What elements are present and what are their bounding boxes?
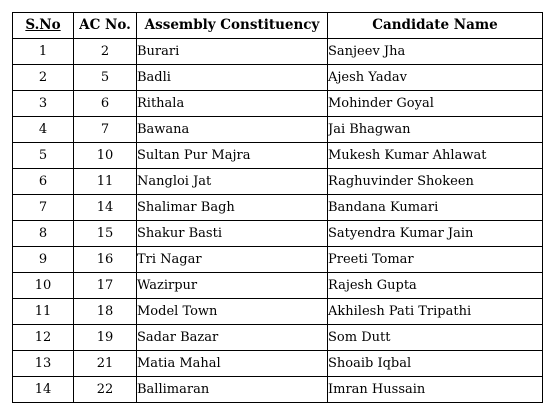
cell-ac-no: 17	[74, 273, 137, 299]
cell-sno: 7	[13, 195, 74, 221]
table-row	[13, 117, 543, 143]
cell-candidate: Shoaib Iqbal	[328, 351, 543, 377]
table-row	[13, 91, 543, 117]
cell-constituency: Badli	[137, 65, 328, 91]
cell-candidate: Akhilesh Pati Tripathi	[328, 299, 543, 325]
cell-candidate: Rajesh Gupta	[328, 273, 543, 299]
cell-ac-no: 16	[74, 247, 137, 273]
cell-ac-no: 18	[74, 299, 137, 325]
cell-ac-no: 6	[74, 91, 137, 117]
cell-constituency: Ballimaran	[137, 377, 328, 403]
table-row	[13, 39, 543, 65]
cell-ac-no: 14	[74, 195, 137, 221]
cell-ac-no: 5	[74, 65, 137, 91]
cell-candidate: Preeti Tomar	[328, 247, 543, 273]
cell-candidate: Ajesh Yadav	[328, 65, 543, 91]
header-ac-no: AC No.	[74, 13, 137, 39]
cell-sno: 9	[13, 247, 74, 273]
cell-constituency: Sadar Bazar	[137, 325, 328, 351]
candidate-table	[12, 12, 543, 403]
cell-sno: 14	[13, 377, 74, 403]
cell-constituency: Sultan Pur Majra	[137, 143, 328, 169]
table-row	[13, 169, 543, 195]
cell-sno: 6	[13, 169, 74, 195]
cell-ac-no: 2	[74, 39, 137, 65]
table-row	[13, 351, 543, 377]
cell-ac-no: 21	[74, 351, 137, 377]
cell-candidate: Raghuvinder Shokeen	[328, 169, 543, 195]
table-row	[13, 247, 543, 273]
cell-candidate: Sanjeev Jha	[328, 39, 543, 65]
cell-ac-no: 7	[74, 117, 137, 143]
table-row	[13, 377, 543, 403]
header-row	[13, 13, 543, 39]
table-row	[13, 65, 543, 91]
cell-ac-no: 10	[74, 143, 137, 169]
cell-candidate: Bandana Kumari	[328, 195, 543, 221]
cell-constituency: Wazirpur	[137, 273, 328, 299]
header-sno: S.No	[13, 13, 74, 39]
header-candidate: Candidate Name	[328, 13, 543, 39]
table-row	[13, 325, 543, 351]
cell-constituency: Rithala	[137, 91, 328, 117]
cell-sno: 5	[13, 143, 74, 169]
cell-sno: 13	[13, 351, 74, 377]
cell-sno: 1	[13, 39, 74, 65]
cell-ac-no: 19	[74, 325, 137, 351]
table-row	[13, 195, 543, 221]
cell-sno: 11	[13, 299, 74, 325]
cell-constituency: Shakur Basti	[137, 221, 328, 247]
table-row	[13, 221, 543, 247]
cell-candidate: Mukesh Kumar Ahlawat	[328, 143, 543, 169]
cell-ac-no: 22	[74, 377, 137, 403]
cell-sno: 10	[13, 273, 74, 299]
table-row	[13, 299, 543, 325]
cell-candidate: Jai Bhagwan	[328, 117, 543, 143]
cell-sno: 3	[13, 91, 74, 117]
cell-sno: 8	[13, 221, 74, 247]
cell-constituency: Nangloi Jat	[137, 169, 328, 195]
cell-constituency: Model Town	[137, 299, 328, 325]
cell-candidate: Som Dutt	[328, 325, 543, 351]
cell-candidate: Imran Hussain	[328, 377, 543, 403]
cell-constituency: Shalimar Bagh	[137, 195, 328, 221]
cell-candidate: Satyendra Kumar Jain	[328, 221, 543, 247]
cell-ac-no: 11	[74, 169, 137, 195]
cell-constituency: Tri Nagar	[137, 247, 328, 273]
cell-candidate: Mohinder Goyal	[328, 91, 543, 117]
cell-ac-no: 15	[74, 221, 137, 247]
cell-constituency: Bawana	[137, 117, 328, 143]
cell-constituency: Burari	[137, 39, 328, 65]
cell-constituency: Matia Mahal	[137, 351, 328, 377]
table-row	[13, 143, 543, 169]
cell-sno: 2	[13, 65, 74, 91]
table-row	[13, 273, 543, 299]
cell-sno: 4	[13, 117, 74, 143]
header-constituency: Assembly Constituency	[137, 13, 328, 39]
cell-sno: 12	[13, 325, 74, 351]
